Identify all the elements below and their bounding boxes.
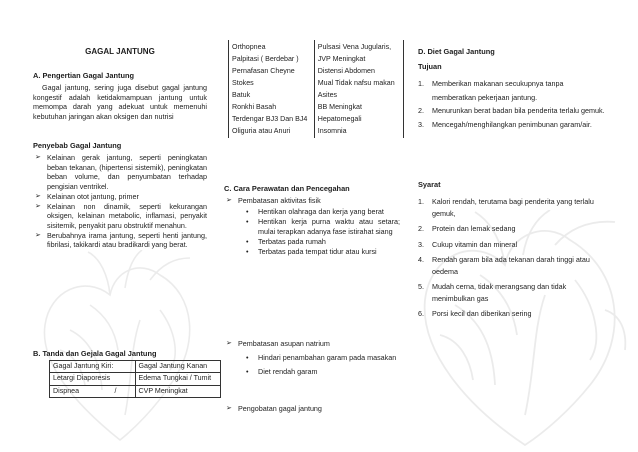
arrow-bullet-icon: ➢ — [35, 202, 41, 210]
list-item: 3. Mencegah/menghilangkan penimbunan garam/air. — [418, 120, 592, 130]
symptoms-table-part1 — [49, 360, 221, 398]
list-item: 2. Menurunkan berat badan bila penderita terlalu gemuk. — [418, 106, 605, 116]
list-item: ➢ Berubahnya irama jantung, seperti henti jantung, fibrilasi, takikardi atau bradikardi yang berat. — [35, 230, 207, 250]
dot-bullet-icon: • — [246, 217, 249, 227]
section-d-heading: D. Diet Gagal Jantung — [418, 47, 495, 56]
penyebab-list — [33, 153, 207, 250]
perawatan-list — [224, 196, 400, 206]
list-item: 1. Kalori rendah, terutama bagi penderita yang terlalu gemuk, — [418, 197, 594, 218]
section-b-heading: B. Tanda dan Gejala Gagal Jantung — [33, 349, 157, 358]
list-item: 2. Protein dan lemak sedang — [418, 224, 516, 234]
penyebab-heading: Penyebab Gagal Jantung — [33, 141, 122, 150]
list-item: 6. Porsi kecil dan diberikan sering — [418, 309, 532, 319]
list-item: • Terbatas pada rumah — [246, 237, 326, 247]
table-row: Letargi Diaporesis Edema Tungkai / Tumit — [50, 373, 221, 385]
section-a-heading: A. Pengertian Gagal Jantung — [33, 71, 135, 80]
dot-bullet-icon: • — [246, 247, 249, 257]
list-item: • Diet rendah garam — [224, 365, 400, 379]
list-item: ➢ Kelainan gerak jantung, seperti peningkatan beban tekanan, (hipertensi sistemik), peningkatan beban volume, dan penyumbatan terhadap pengisian ventrikel. — [35, 153, 207, 191]
arrow-bullet-icon: ➢ — [35, 192, 41, 200]
table-row: Gagal Jantung Kiri: Gagal Jantung Kanan — [50, 361, 221, 373]
tujuan-list — [418, 77, 608, 132]
list-item: • Hentikan olahraga dan kerja yang berat — [246, 207, 384, 216]
page-title: GAGAL JANTUNG — [85, 47, 155, 56]
natrium-list — [224, 351, 400, 378]
list-item: ➢ Kelainan otot jantung, primer — [35, 191, 139, 201]
list-item: ➢ Pengobatan gagal jantung — [226, 404, 322, 413]
tujuan-heading: Tujuan — [418, 62, 442, 71]
dot-bullet-icon: • — [246, 366, 249, 376]
arrow-bullet-icon: ➢ — [35, 231, 41, 239]
dot-bullet-icon: • — [246, 353, 249, 362]
arrow-bullet-icon: ➢ — [226, 405, 232, 412]
list-item: ➢ Pembatasan aktivitas fisik — [226, 196, 321, 205]
list-item: ➢ Pembatasan asupan natrium — [226, 339, 330, 348]
list-item: • Hentikan kerja purna waktu atau setara; mulai terapkan adanya fase istirahat siang — [246, 217, 400, 237]
natrium-header — [224, 339, 400, 349]
aktivitas-list — [224, 207, 400, 257]
table-row: Orthopnea Palpitasi ( Berdebar ) Pernafasan Cheyne Stokes Batuk Ronkhi Basah Terdengar BJ3 Dan BJ4 Oliguria atau Anuri Pulsasi Vena Jugularis, JVP Meningkat Distensi Abdomen Mual Tidak nafsu makan Asites BB Meningkat Hepatomegali Insomnia — [229, 40, 404, 138]
arrow-bullet-icon: ➢ — [226, 197, 232, 204]
syarat-list — [418, 196, 608, 320]
list-item: • Hindari penambahan garam pada masakan — [224, 351, 400, 365]
dot-bullet-icon: • — [246, 237, 249, 247]
list-item: 3. Cukup vitamin dan mineral — [418, 239, 518, 249]
list-item: 4. Rendah garam bila ada tekanan darah tinggi atau oedema — [418, 255, 590, 276]
list-item: ➢ Kelainan non dinamik, seperti kekurangan oksigen, kelainan metabolic, inflamasi, penyakit sisitemik, penyakit paru obstruktif menahun. — [35, 201, 207, 230]
symptoms-table-part2 — [228, 40, 404, 138]
list-item: • Terbatas pada tempat tidur atau kursi — [246, 247, 377, 257]
table-row: Dispnea / CVP Meningkat — [50, 385, 221, 397]
section-c-heading: C. Cara Perawatan dan Pencegahan — [224, 184, 350, 193]
arrow-bullet-icon: ➢ — [35, 154, 41, 161]
list-item: 5. Mudah cerna, tidak merangsang dan tidak menimbulkan gas — [418, 282, 567, 303]
obat-header — [224, 404, 400, 414]
dot-bullet-icon: • — [246, 207, 249, 216]
syarat-heading: Syarat — [418, 180, 441, 189]
list-item: 1. Memberikan makanan secukupnya tanpa memberatkan pekerjaan jantung. — [418, 79, 564, 102]
arrow-bullet-icon: ➢ — [226, 340, 232, 347]
section-a-text: Gagal jantung, sering juga disebut gagal jantung kongestif adalah ketidakmampuan jantung untuk memompa darah yang adekuat untuk memenuhi kebutuhan jaringan akan oksigen dan nutrisi — [33, 83, 207, 121]
